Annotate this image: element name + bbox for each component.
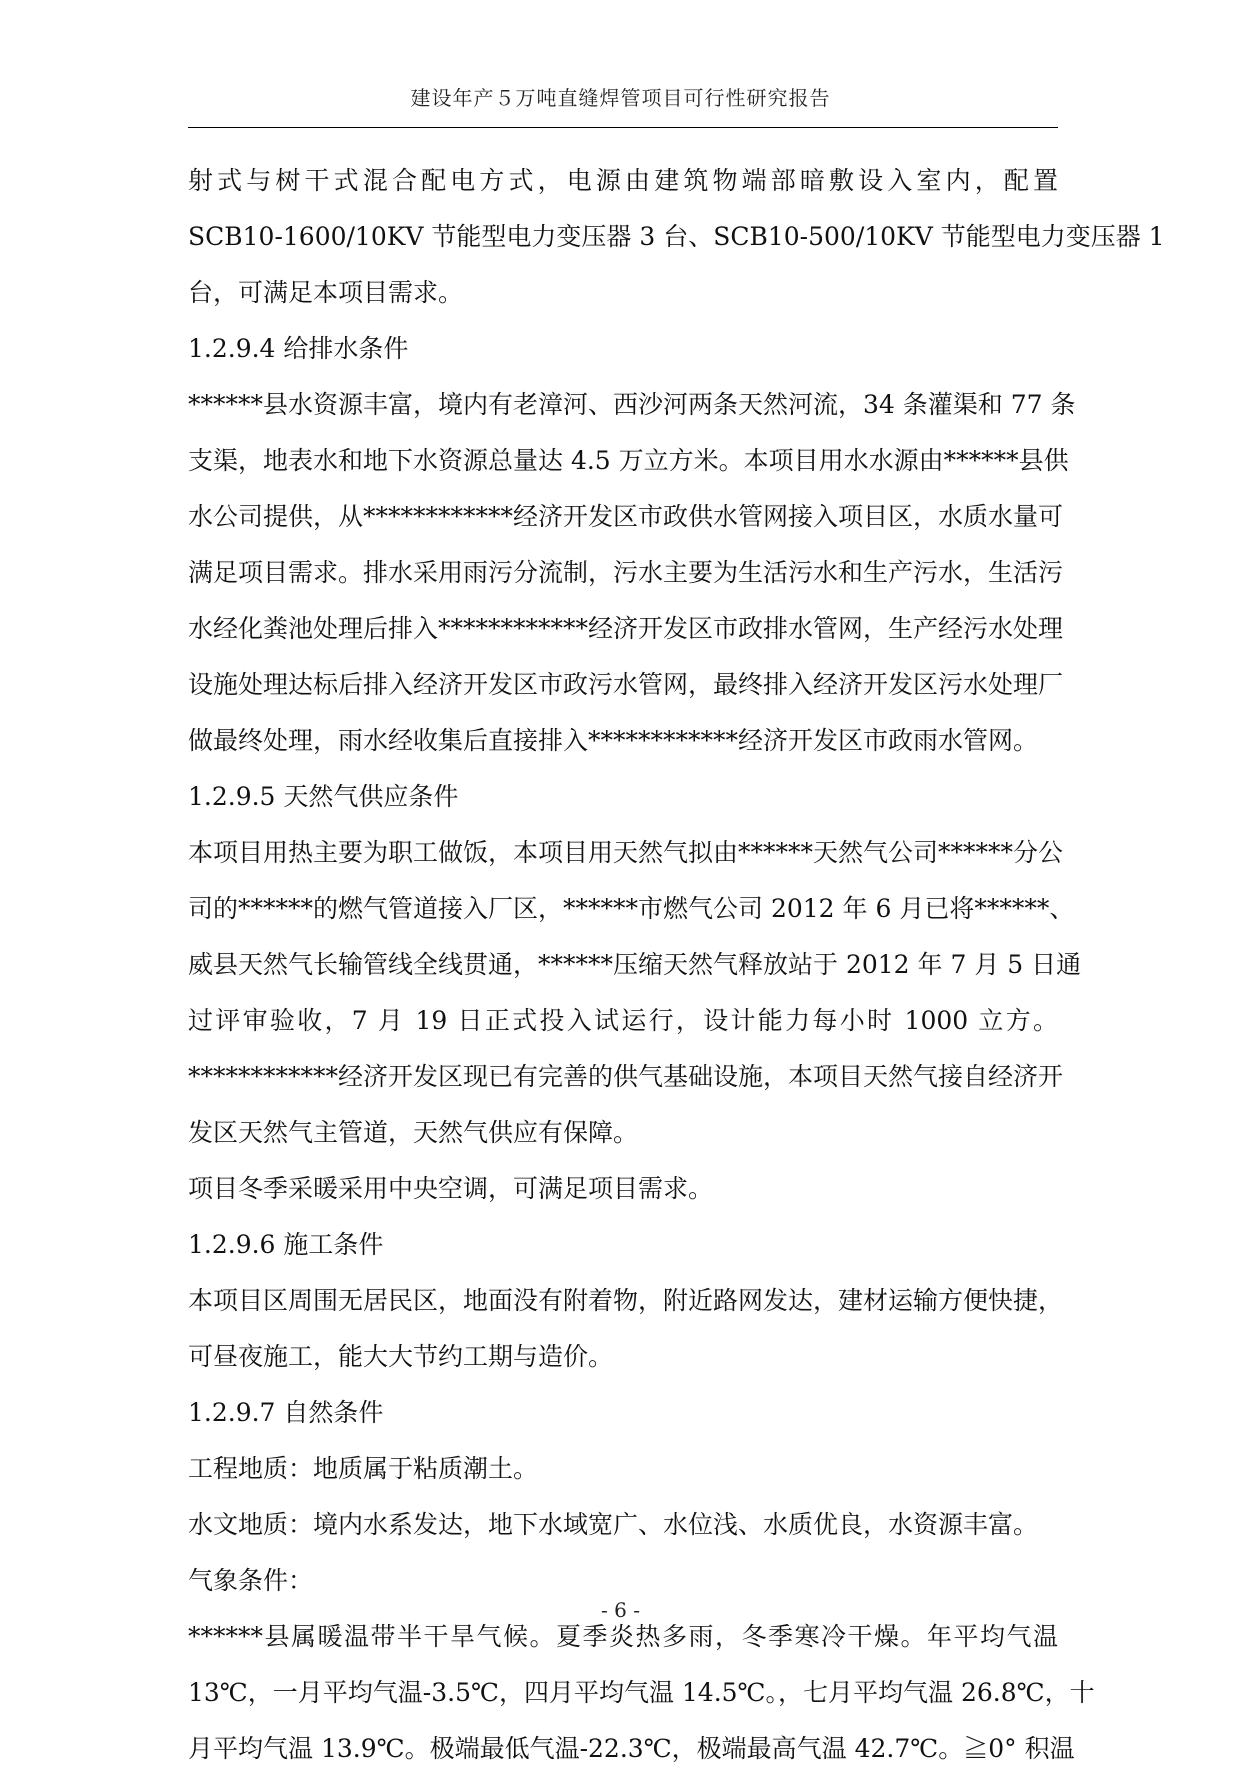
- section-heading: 1.2.9.6 施工条件: [188, 1230, 384, 1259]
- section-heading: 1.2.9.4 给排水条件: [188, 334, 409, 363]
- text-line: 威县天然气长输管线全线贯通，******压缩天然气释放站于 2012 年 7 月 5 日通: [188, 950, 1082, 979]
- page-number: - 6 -: [601, 1598, 640, 1622]
- text-line: 水文地质：境内水系发达，地下水域宽广、水位浅、水质优良，水资源丰富。: [188, 1510, 1039, 1539]
- text-line: 水经化粪池处理后排入************经济开发区市政排水管网，生产经污水处理: [188, 614, 1064, 643]
- section-heading: 1.2.9.5 天然气供应条件: [188, 782, 459, 811]
- body-text: [188, 153, 1165, 1777]
- text-line: 过评审验收，7 月 19 日正式投入试运行，设计能力每小时 1000 立方。: [188, 1006, 1058, 1035]
- text-line: 本项目区周围无居民区，地面没有附着物，附近路网发达，建材运输方便快捷，: [188, 1286, 1064, 1315]
- text-line: SCB10-1600/10KV 节能型电力变压器 3 台、SCB10-500/10KV 节能型电力变压器 1: [188, 222, 1165, 251]
- text-line: ************经济开发区现已有完善的供气基础设施，本项目天然气接自经济开: [188, 1062, 1064, 1091]
- text-line: 本项目用热主要为职工做饭，本项目用天然气拟由******天然气公司******分公: [188, 838, 1064, 867]
- text-line: 水公司提供，从************经济开发区市政供水管网接入项目区，水质水量可: [188, 502, 1064, 531]
- text-line: 气象条件：: [188, 1566, 314, 1595]
- text-line: 台，可满足本项目需求。: [188, 278, 464, 307]
- running-header-title: 建设年产５万吨直缝焊管项目可行性研究报告: [410, 86, 831, 110]
- text-line: 月平均气温 13.9℃。极端最低气温-22.3℃，极端最高气温 42.7℃。≧0° 积温: [188, 1734, 1075, 1763]
- text-line: ******县属暖温带半干旱气候。夏季炎热多雨，冬季寒冷干燥。年平均气温: [188, 1622, 1058, 1651]
- text-line: ******县水资源丰富，境内有老漳河、西沙河两条天然河流，34 条灌渠和 77 条: [188, 390, 1076, 419]
- text-line: 满足项目需求。排水采用雨污分流制，污水主要为生活污水和生产污水，生活污: [188, 558, 1064, 587]
- text-line: 做最终处理，雨水经收集后直接排入************经济开发区市政雨水管网。: [188, 726, 1039, 755]
- text-line: 司的******的燃气管道接入厂区，******市燃气公司 2012 年 6 月已将******、: [188, 894, 1075, 923]
- text-line: 支渠，地表水和地下水资源总量达 4.5 万立方米。本项目用水水源由******县供: [188, 446, 1069, 475]
- header-divider: [188, 127, 1058, 128]
- text-line: 发区天然气主管道，天然气供应有保障。: [188, 1118, 639, 1147]
- text-line: 项目冬季采暖采用中央空调，可满足项目需求。: [188, 1174, 714, 1203]
- text-line: 13℃，一月平均气温-3.5℃，四月平均气温 14.5℃。，七月平均气温 26.8℃，十: [188, 1678, 1095, 1707]
- text-line: 可昼夜施工，能大大节约工期与造价。: [188, 1342, 614, 1371]
- text-line: 射式与树干式混合配电方式，电源由建筑物端部暗敷设入室内，配置: [188, 166, 1058, 195]
- text-line: 设施处理达标后排入经济开发区市政污水管网，最终排入经济开发区污水处理厂: [188, 670, 1064, 699]
- section-heading: 1.2.9.7 自然条件: [188, 1398, 384, 1427]
- text-line: 工程地质：地质属于粘质潮土。: [188, 1454, 539, 1483]
